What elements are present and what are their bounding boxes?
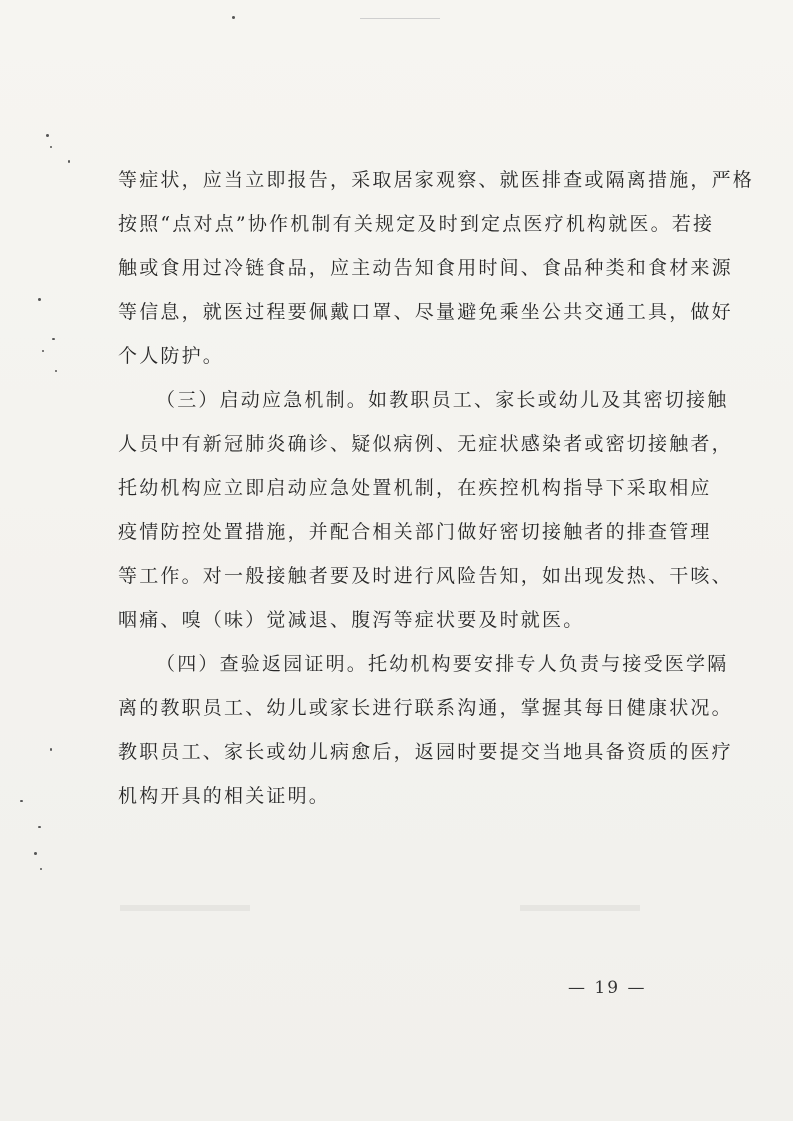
scan-speck [40, 868, 42, 870]
scan-speck [20, 800, 23, 802]
text-line: 教职员工、家长或幼儿病愈后，返园时要提交当地具备资质的医疗 [118, 741, 733, 763]
text-line: 等信息，就医过程要佩戴口罩、尽量避免乘坐公共交通工具，做好 [118, 301, 733, 323]
page-number: — 19 — [568, 978, 647, 998]
text-line: 离的教职员工、幼儿或家长进行联系沟通，掌握其每日健康状况。 [118, 697, 733, 719]
text-line: 机构开具的相关证明。 [118, 785, 331, 807]
scan-shadow [520, 905, 640, 911]
scan-speck [42, 350, 44, 352]
scan-speck [55, 370, 57, 372]
paragraph-heading-line: （四）查验返园证明。托幼机构要安排专人负责与接受医学隔 [156, 653, 729, 675]
text-line: 按照“点对点”协作机制有关规定及时到定点医疗机构就医。若接 [118, 213, 715, 235]
text-line: 触或食用过冷链食品，应主动告知食用时间、食品种类和食材来源 [118, 257, 733, 279]
scan-speck [232, 16, 235, 19]
scan-artifact [360, 18, 440, 19]
scan-speck [34, 852, 37, 855]
body-text [118, 158, 755, 818]
scan-speck [38, 298, 41, 301]
scan-shadow [120, 905, 250, 911]
text-line: 人员中有新冠肺炎确诊、疑似病例、无症状感染者或密切接触者， [118, 433, 733, 455]
text-line: 个人防护。 [118, 345, 225, 367]
scan-speck [52, 338, 55, 340]
scan-speck [50, 146, 52, 148]
text-line: 托幼机构应立即启动应急处置机制，在疾控机构指导下采取相应 [118, 477, 712, 499]
scan-speck [46, 134, 49, 137]
scan-speck [50, 748, 52, 751]
scan-speck [38, 826, 41, 828]
scan-speck [68, 160, 70, 163]
text-line: 等症状，应当立即报告，采取居家观察、就医排查或隔离措施，严格 [118, 169, 755, 191]
text-line: 疫情防控处置措施，并配合相关部门做好密切接触者的排查管理 [118, 521, 712, 543]
paragraph-heading-line: （三）启动应急机制。如教职员工、家长或幼儿及其密切接触 [156, 389, 729, 411]
text-line: 等工作。对一般接触者要及时进行风险告知，如出现发热、干咳、 [118, 565, 733, 587]
text-line: 咽痛、嗅（味）觉减退、腹泻等症状要及时就医。 [118, 609, 585, 631]
